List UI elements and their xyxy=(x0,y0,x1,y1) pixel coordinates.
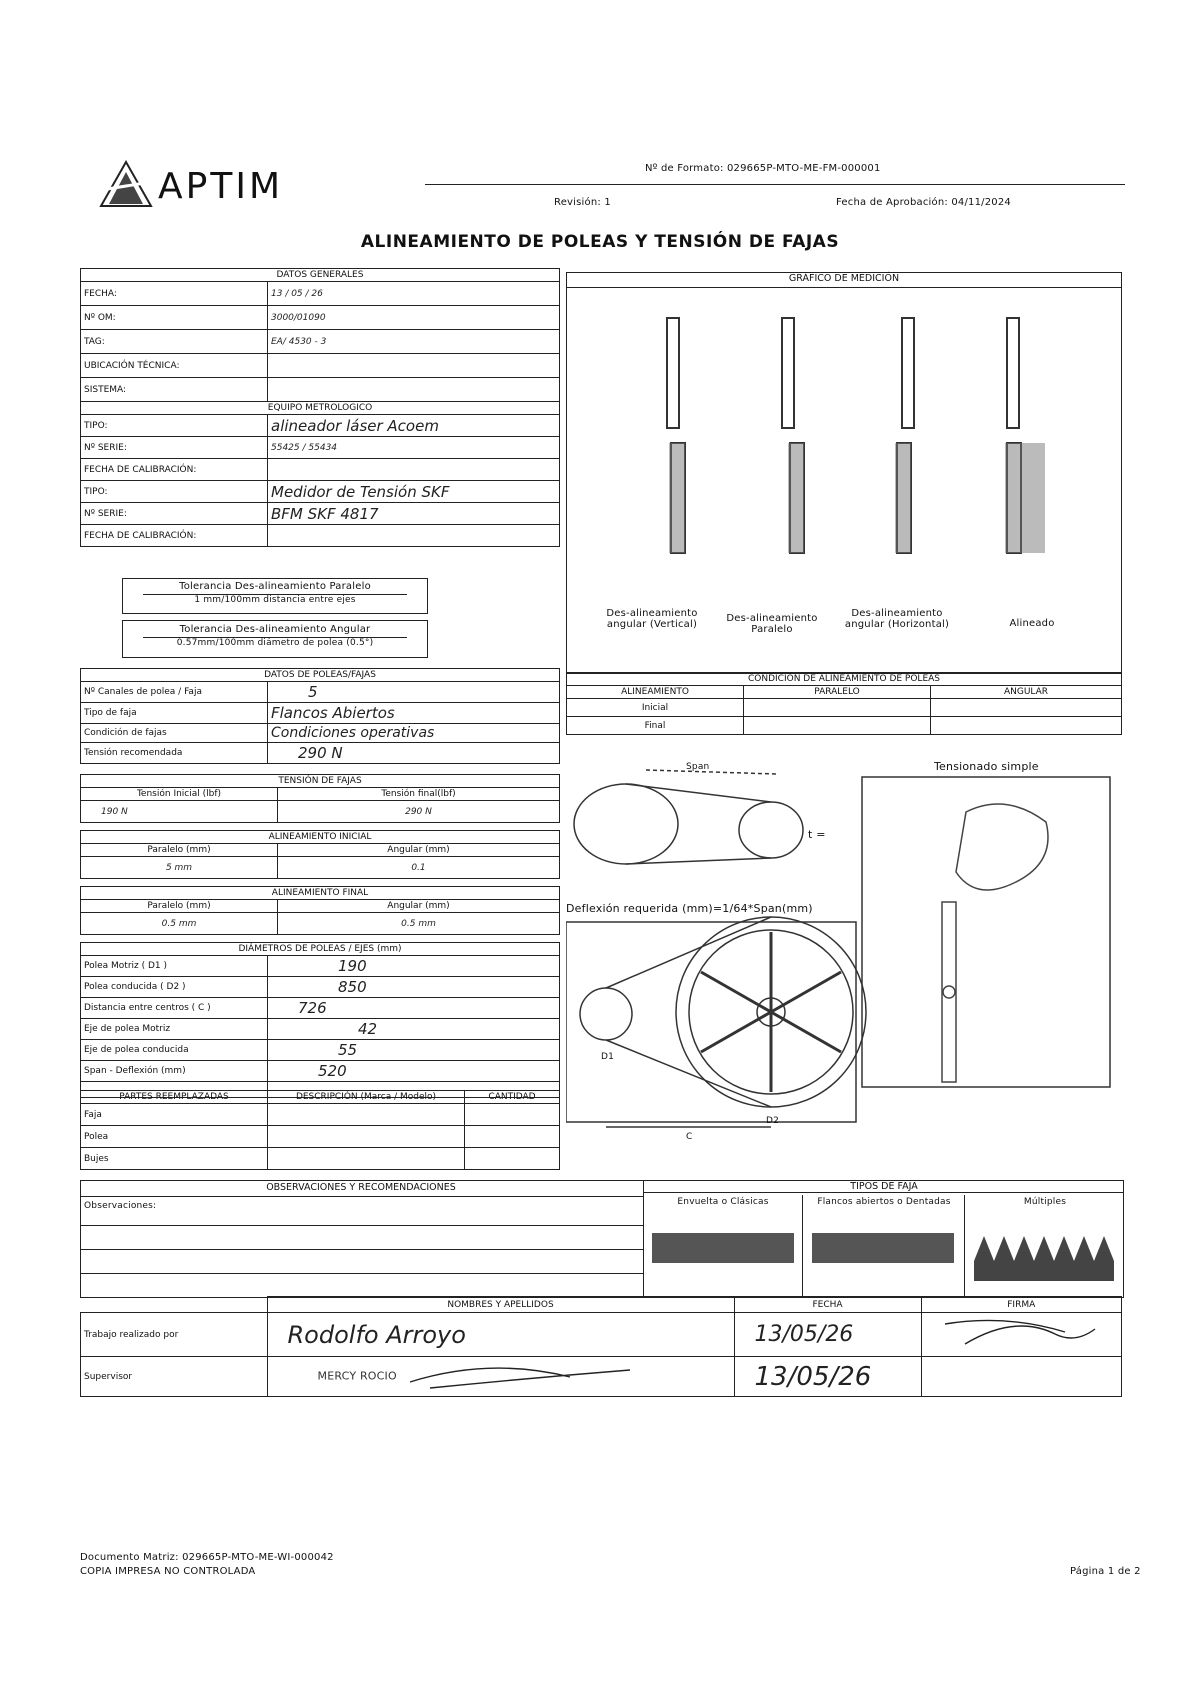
value-ubicacion[interactable] xyxy=(268,354,560,378)
grafico-medicion-box xyxy=(566,272,1122,674)
belt-diagram-area xyxy=(566,752,1122,1178)
condicion-table xyxy=(566,672,1122,735)
observaciones-label: Observaciones: xyxy=(84,1201,157,1211)
descripcion-faja[interactable] xyxy=(268,1104,465,1126)
datos-poleas-table xyxy=(80,668,560,764)
alineamiento-inicial-angular-header: Angular (mm) xyxy=(278,844,560,857)
label-serie-2: Nº SERIE: xyxy=(81,503,268,525)
tension-inicial-header: Tensión Inicial (lbf) xyxy=(81,788,278,801)
equipo-heading: EQUIPO METROLOGICO xyxy=(81,402,560,415)
caption-angular-vertical: Des-alineamiento angular (Vertical) xyxy=(606,608,698,630)
alineamiento-inicial-table xyxy=(80,830,560,879)
condicion-inicial-paralelo[interactable] xyxy=(744,699,931,717)
datos-generales-heading: DATOS GENERALES xyxy=(81,269,560,282)
value-sistema[interactable] xyxy=(268,378,560,402)
cantidad-header: CANTIDAD xyxy=(465,1091,560,1104)
condicion-inicial-angular[interactable] xyxy=(931,699,1122,717)
label-canales: Nº Canales de polea / Faja xyxy=(81,682,268,703)
label-serie-1: Nº SERIE: xyxy=(81,437,268,459)
descripcion-header: DESCRIPCIÓN (Marca / Modelo) xyxy=(268,1091,465,1104)
condicion-inicial: Inicial xyxy=(567,699,744,717)
alineamiento-inicial-angular-value[interactable]: 0.1 xyxy=(278,857,560,879)
alineamiento-final-paralelo-value[interactable]: 0.5 mm xyxy=(81,913,278,935)
trabajo-fecha[interactable]: 13/05/26 xyxy=(734,1313,921,1357)
span-label: Span xyxy=(686,762,710,772)
label-sistema: SISTEMA: xyxy=(81,378,268,402)
approval-date: Fecha de Aprobación: 04/11/2024 xyxy=(836,197,1011,208)
caption-angular-horizontal: Des-alineamiento angular (Horizontal) xyxy=(844,608,950,630)
supervisor-firma[interactable] xyxy=(921,1357,1122,1397)
alineamiento-final-angular-header: Angular (mm) xyxy=(278,900,560,913)
value-tipo-2[interactable]: Medidor de Tensión SKF xyxy=(268,481,560,503)
caption-paralelo: Des-alineamiento Paralelo xyxy=(726,613,818,635)
diametros-heading: DIÁMETROS DE POLEAS / EJES (mm) xyxy=(81,943,560,956)
supervisor-nombre: MERCY ROCIO xyxy=(317,1369,397,1382)
value-canales[interactable]: 5 xyxy=(268,682,560,703)
label-om: Nº OM: xyxy=(81,306,268,330)
label-tag: TAG: xyxy=(81,330,268,354)
label-ubicacion: UBICACIÓN TÉCNICA: xyxy=(81,354,268,378)
value-eje-motriz[interactable]: 42 xyxy=(268,1019,560,1040)
page-number: Página 1 de 2 xyxy=(1070,1566,1141,1577)
logo-text: APTIM xyxy=(158,166,284,207)
alineamiento-final-table xyxy=(80,886,560,935)
tension-final-header: Tensión final(lbf) xyxy=(278,788,560,801)
value-tipo-1[interactable]: alineador láser Acoem xyxy=(268,415,560,437)
tolerancia-paralelo-title: Tolerancia Des-alineamiento Paralelo xyxy=(179,581,371,592)
supervisor-fecha[interactable]: 13/05/26 xyxy=(734,1357,921,1397)
descripcion-polea[interactable] xyxy=(268,1126,465,1148)
tipo-flancos: Flancos abiertos o Dentadas xyxy=(817,1197,951,1207)
tolerancia-angular-title: Tolerancia Des-alineamiento Angular xyxy=(179,624,371,635)
tensionado-label: Tensionado simple xyxy=(934,760,1039,773)
tipos-faja-heading: TIPOS DE FAJA xyxy=(644,1181,1124,1193)
descripcion-bujes[interactable] xyxy=(268,1148,465,1170)
tolerancia-paralelo-value: 1 mm/100mm distancia entre ejes xyxy=(143,594,407,605)
tipo-envuelta: Envuelta o Clásicas xyxy=(677,1197,769,1207)
label-tipo-2: TIPO: xyxy=(81,481,268,503)
value-polea-motriz[interactable]: 190 xyxy=(268,956,560,977)
parte-polea: Polea xyxy=(81,1126,268,1148)
trabajo-nombre[interactable]: Rodolfo Arroyo xyxy=(267,1313,734,1357)
datos-poleas-heading: DATOS DE POLEAS/FAJAS xyxy=(81,669,560,682)
value-calibracion-1[interactable] xyxy=(268,459,560,481)
fecha-header: FECHA xyxy=(734,1297,921,1313)
firma-header: FIRMA xyxy=(921,1297,1122,1313)
misalignment-illustrations xyxy=(567,293,1121,593)
tension-inicial-value[interactable]: 190 N xyxy=(81,801,278,823)
label-tipo-faja: Tipo de faja xyxy=(81,703,268,724)
trabajo-label: Trabajo realizado por xyxy=(81,1313,268,1357)
supervisor-label: Supervisor xyxy=(81,1357,268,1397)
partes-table xyxy=(80,1090,560,1170)
value-eje-conducida[interactable]: 55 xyxy=(268,1040,560,1061)
value-calibracion-2[interactable] xyxy=(268,525,560,547)
value-om[interactable]: 3000/01090 xyxy=(268,306,560,330)
value-condicion-fajas[interactable]: Condiciones operativas xyxy=(268,724,560,743)
label-calibracion-1: FECHA DE CALIBRACIÓN: xyxy=(81,459,268,481)
condicion-heading: CONDICIÓN DE ALINEAMIENTO DE POLEAS xyxy=(567,673,1122,686)
d1-label: D1 xyxy=(601,1052,615,1062)
alineamiento-inicial-paralelo-value[interactable]: 5 mm xyxy=(81,857,278,879)
parte-faja: Faja xyxy=(81,1104,268,1126)
stamp xyxy=(400,1362,650,1392)
deflexion-formula: Deflexión requerida (mm)=1/64*Span(mm) xyxy=(566,902,813,915)
value-tension-recomendada[interactable]: 290 N xyxy=(268,743,560,764)
value-serie-2[interactable]: BFM SKF 4817 xyxy=(268,503,560,525)
parte-bujes: Bujes xyxy=(81,1148,268,1170)
tension-fajas-heading: TENSIÓN DE FAJAS xyxy=(81,775,560,788)
label-span: Span - Deflexión (mm) xyxy=(81,1061,268,1082)
alineamiento-final-heading: ALINEAMIENTO FINAL xyxy=(81,887,560,900)
belt-type-illustrations xyxy=(644,1221,1124,1291)
tolerancia-angular-box xyxy=(122,620,428,658)
partes-header: PARTES REEMPLAZADAS xyxy=(81,1091,268,1104)
header-divider xyxy=(425,184,1125,185)
cantidad-faja[interactable] xyxy=(465,1104,560,1126)
diametros-table xyxy=(80,942,560,1098)
firmas-table xyxy=(80,1296,1122,1397)
observaciones-box xyxy=(80,1180,1124,1298)
value-tag[interactable]: EA/ 4530 - 3 xyxy=(268,330,560,354)
label-polea-conducida: Polea conducida ( D2 ) xyxy=(81,977,268,998)
condicion-paralelo-header: PARALELO xyxy=(744,686,931,699)
d2-label: D2 xyxy=(766,1116,780,1126)
nombres-header: NOMBRES Y APELLIDOS xyxy=(267,1297,734,1313)
value-polea-conducida[interactable]: 850 xyxy=(268,977,560,998)
supervisor-nombre-cell[interactable] xyxy=(267,1357,734,1397)
revision: Revisión: 1 xyxy=(554,197,611,208)
value-fecha[interactable]: 13 / 05 / 26 xyxy=(268,282,560,306)
copia-impresa: COPIA IMPRESA NO CONTROLADA xyxy=(80,1566,256,1577)
alineamiento-inicial-paralelo-header: Paralelo (mm) xyxy=(81,844,278,857)
documento-matriz: Documento Matriz: 029665P-MTO-ME-WI-000042 xyxy=(80,1552,334,1563)
label-eje-conducida: Eje de polea conducida xyxy=(81,1040,268,1061)
alineamiento-inicial-heading: ALINEAMIENTO INICIAL xyxy=(81,831,560,844)
datos-generales-table xyxy=(80,268,560,547)
label-calibracion-2: FECHA DE CALIBRACIÓN: xyxy=(81,525,268,547)
tension-fajas-table xyxy=(80,774,560,823)
grafico-heading: GRÁFICO DE MEDICIÓN xyxy=(567,273,1121,288)
signature-1 xyxy=(925,1314,1115,1352)
logo xyxy=(96,160,296,210)
condicion-final: Final xyxy=(567,717,744,735)
caption-alineado: Alineado xyxy=(1009,618,1055,629)
alineamiento-final-angular-value[interactable]: 0.5 mm xyxy=(278,913,560,935)
label-fecha: FECHA: xyxy=(81,282,268,306)
label-condicion-fajas: Condición de fajas xyxy=(81,724,268,743)
page-title: ALINEAMIENTO DE POLEAS Y TENSIÓN DE FAJAS xyxy=(360,232,840,252)
trabajo-firma[interactable] xyxy=(921,1313,1122,1357)
cantidad-polea[interactable] xyxy=(465,1126,560,1148)
c-label: C xyxy=(686,1132,693,1142)
label-polea-motriz: Polea Motriz ( D1 ) xyxy=(81,956,268,977)
t-label: t = xyxy=(808,828,826,841)
aptim-logo-icon xyxy=(96,160,156,210)
condicion-final-paralelo[interactable] xyxy=(744,717,931,735)
format-number: Nº de Formato: 029665P-MTO-ME-FM-000001 xyxy=(645,163,881,174)
tolerancia-angular-value: 0.57mm/100mm diámetro de polea (0.5°) xyxy=(143,637,407,648)
value-tipo-faja[interactable]: Flancos Abiertos xyxy=(268,703,560,724)
alineamiento-final-paralelo-header: Paralelo (mm) xyxy=(81,900,278,913)
label-distancia-centros: Distancia entre centros ( C ) xyxy=(81,998,268,1019)
condicion-angular-header: ANGULAR xyxy=(931,686,1122,699)
tolerancia-paralelo-box xyxy=(122,578,428,614)
tipo-multiples: Múltiples xyxy=(1023,1197,1067,1207)
value-span[interactable]: 520 xyxy=(268,1061,560,1082)
tension-final-value[interactable]: 290 N xyxy=(278,801,560,823)
label-eje-motriz: Eje de polea Motriz xyxy=(81,1019,268,1040)
observaciones-heading: OBSERVACIONES Y RECOMENDACIONES xyxy=(266,1182,456,1193)
cantidad-bujes[interactable] xyxy=(465,1148,560,1170)
label-tipo-1: TIPO: xyxy=(81,415,268,437)
condicion-alineamiento-header: ALINEAMIENTO xyxy=(567,686,744,699)
condicion-final-angular[interactable] xyxy=(931,717,1122,735)
label-tension-recomendada: Tensión recomendada xyxy=(81,743,268,764)
pulley-drawings xyxy=(566,752,1122,1178)
value-distancia-centros[interactable]: 726 xyxy=(268,998,560,1019)
value-serie-1[interactable]: 55425 / 55434 xyxy=(268,437,560,459)
